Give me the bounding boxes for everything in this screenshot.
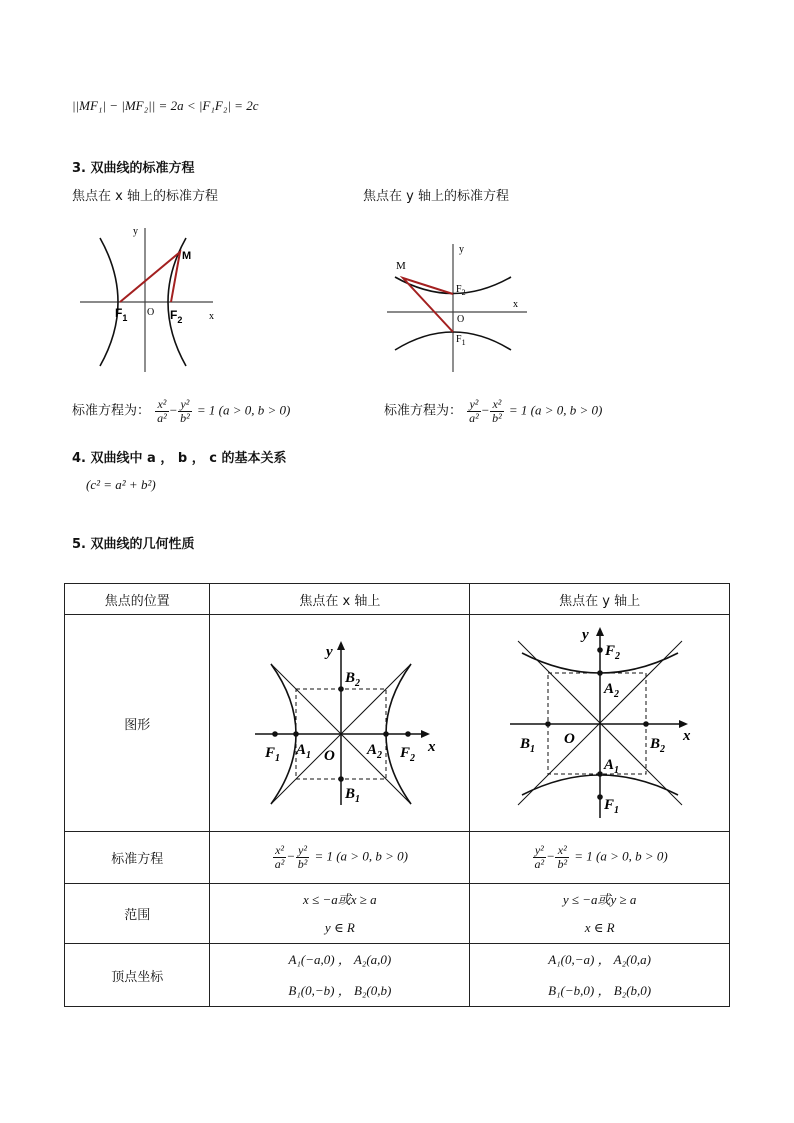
svg-text:A1: $A_1$ <box>603 757 619 776</box>
cell-figure-y <box>470 615 730 832</box>
svg-text:F2: $F_2$ <box>604 643 620 662</box>
svg-text:A2: $A_2$ <box>603 681 619 700</box>
row-vertex-label: 顶点坐标 <box>65 944 210 1007</box>
x-focus-label: 焦点在 x 轴上的标准方程 <box>72 189 218 204</box>
svg-text:y: y <box>325 644 333 660</box>
cell-equation-x: $\frac{\text{x²}}{\text{a²}}$ − $\frac{\text{y²}}{\text{b²}}$ = 1 (a > 0, b > 0) <box>210 832 470 884</box>
hyperbola-x-figure <box>78 222 223 377</box>
row-figure-label: 图形 <box>65 615 210 832</box>
header-y-focus: 焦点在 y 轴上 <box>470 584 730 615</box>
focal-difference-formula <box>72 98 258 114</box>
svg-text:B1: $B_1$ <box>344 786 360 805</box>
focal-radii <box>403 278 453 332</box>
y-eq-frac2: $\frac{\text{x²}}{\text{b²}}$ <box>492 397 502 425</box>
row-range-label: 范围 <box>65 884 210 944</box>
x-eq-rest: = 1 (a > 0, b > 0) <box>196 402 291 418</box>
svg-text:B1: $B_1$ <box>519 736 535 755</box>
svg-text:O: O <box>563 731 575 747</box>
svg-text:y: y <box>581 627 589 643</box>
svg-text:F2: $F_2$ <box>399 745 415 764</box>
abc-relation: (c² = a² + b²) <box>86 477 156 492</box>
x-eq-frac1: $\frac{\text{x²}}{\text{a²}}$ <box>157 397 167 425</box>
cell-range-y: y ≤ −a或y ≥ a x ∈ R <box>470 884 730 944</box>
fig1-O-label: O <box>147 307 155 318</box>
fig1-x-label: x <box>209 311 214 322</box>
table-row <box>65 615 730 832</box>
svg-text:x: x <box>682 728 691 744</box>
x-standard-equation: 标准方程为： $\frac{\text{x²}}{\text{a²}}$ − $\frac{\text{y²}}{\text{b²}}$ = 1 (a > 0, b > 0) <box>72 397 291 425</box>
fig1-y-label: y <box>133 226 138 237</box>
fig1-F1-label: $F_1$ <box>115 306 128 323</box>
section-5-title: 5. 双曲线的几何性质 <box>72 537 195 552</box>
hyperbola-y-figure <box>385 240 535 375</box>
cell-figure-x <box>210 615 470 832</box>
table-row <box>65 832 730 884</box>
fig2-y-label: y <box>459 244 464 255</box>
y-eq-frac1: $\frac{\text{y²}}{\text{a²}}$ <box>469 397 479 425</box>
svg-text:B2: $B_2$ <box>344 670 360 689</box>
geometric-properties-table <box>64 583 730 1007</box>
fig1-M-label: M <box>182 250 192 262</box>
svg-text:B2: $B_2$ <box>649 736 665 755</box>
x-eq-prefix: 标准方程为： <box>72 403 151 419</box>
table-figure-y <box>500 623 700 823</box>
fig2-F1-label: $F_1$ <box>456 334 466 347</box>
cell-vertex-y: A₁(0,−a) ， A₂(0,a) B₁(−b,0) ， B₂(b,0) <box>470 944 730 1007</box>
table-figure-x <box>240 633 440 813</box>
y-focus-label: 焦点在 y 轴上的标准方程 <box>363 189 509 204</box>
svg-text:x: x <box>427 739 436 755</box>
section-4-title: 4. 双曲线中 a ， b ， c 的基本关系 <box>72 451 287 466</box>
formula-lhs: ||MF₁| − |MF₂|| = 2a <box>72 98 184 113</box>
x-eq-frac2: $\frac{\text{y²}}{\text{b²}}$ <box>180 397 190 425</box>
formula-rhs: < |F₁F₂| = 2c <box>186 98 259 113</box>
section-3-title: 3. 双曲线的标准方程 <box>72 161 195 176</box>
fig2-x-label: x <box>513 299 518 310</box>
cell-range-x: x ≤ −a或x ≥ a y ∈ R <box>210 884 470 944</box>
table-row <box>65 584 730 615</box>
header-focus-position: 焦点的位置 <box>65 584 210 615</box>
fig2-M-label: M <box>396 260 406 272</box>
y-standard-equation: 标准方程为： $\frac{\text{y²}}{\text{a²}}$ − $\frac{\text{x²}}{\text{b²}}$ = 1 (a > 0, b > 0) <box>384 397 603 425</box>
table-row <box>65 884 730 944</box>
svg-text:A1: $A_1$ <box>295 742 311 761</box>
fig2-F2-label: $F_2$ <box>456 284 466 297</box>
svg-text:F1: $F_1$ <box>264 745 280 764</box>
fig2-O-label: O <box>457 314 465 325</box>
y-eq-prefix: 标准方程为： <box>384 403 463 419</box>
cell-vertex-x: A₁(−a,0) ， A₂(a,0) B₁(0,−b) ， B₂(0,b) <box>210 944 470 1007</box>
fig1-F2-label: $F_2$ <box>170 308 183 325</box>
row-equation-label: 标准方程 <box>65 832 210 884</box>
cell-equation-y: $\frac{\text{y²}}{\text{a²}}$ − $\frac{\text{x²}}{\text{b²}}$ = 1 (a > 0, b > 0) <box>470 832 730 884</box>
svg-text:A2: $A_2$ <box>366 742 382 761</box>
table-row <box>65 944 730 1007</box>
svg-text:F1: $F_1$ <box>603 797 619 816</box>
header-x-focus: 焦点在 x 轴上 <box>210 584 470 615</box>
y-eq-rest: = 1 (a > 0, b > 0) <box>508 402 603 418</box>
svg-text:O: O <box>323 748 335 764</box>
